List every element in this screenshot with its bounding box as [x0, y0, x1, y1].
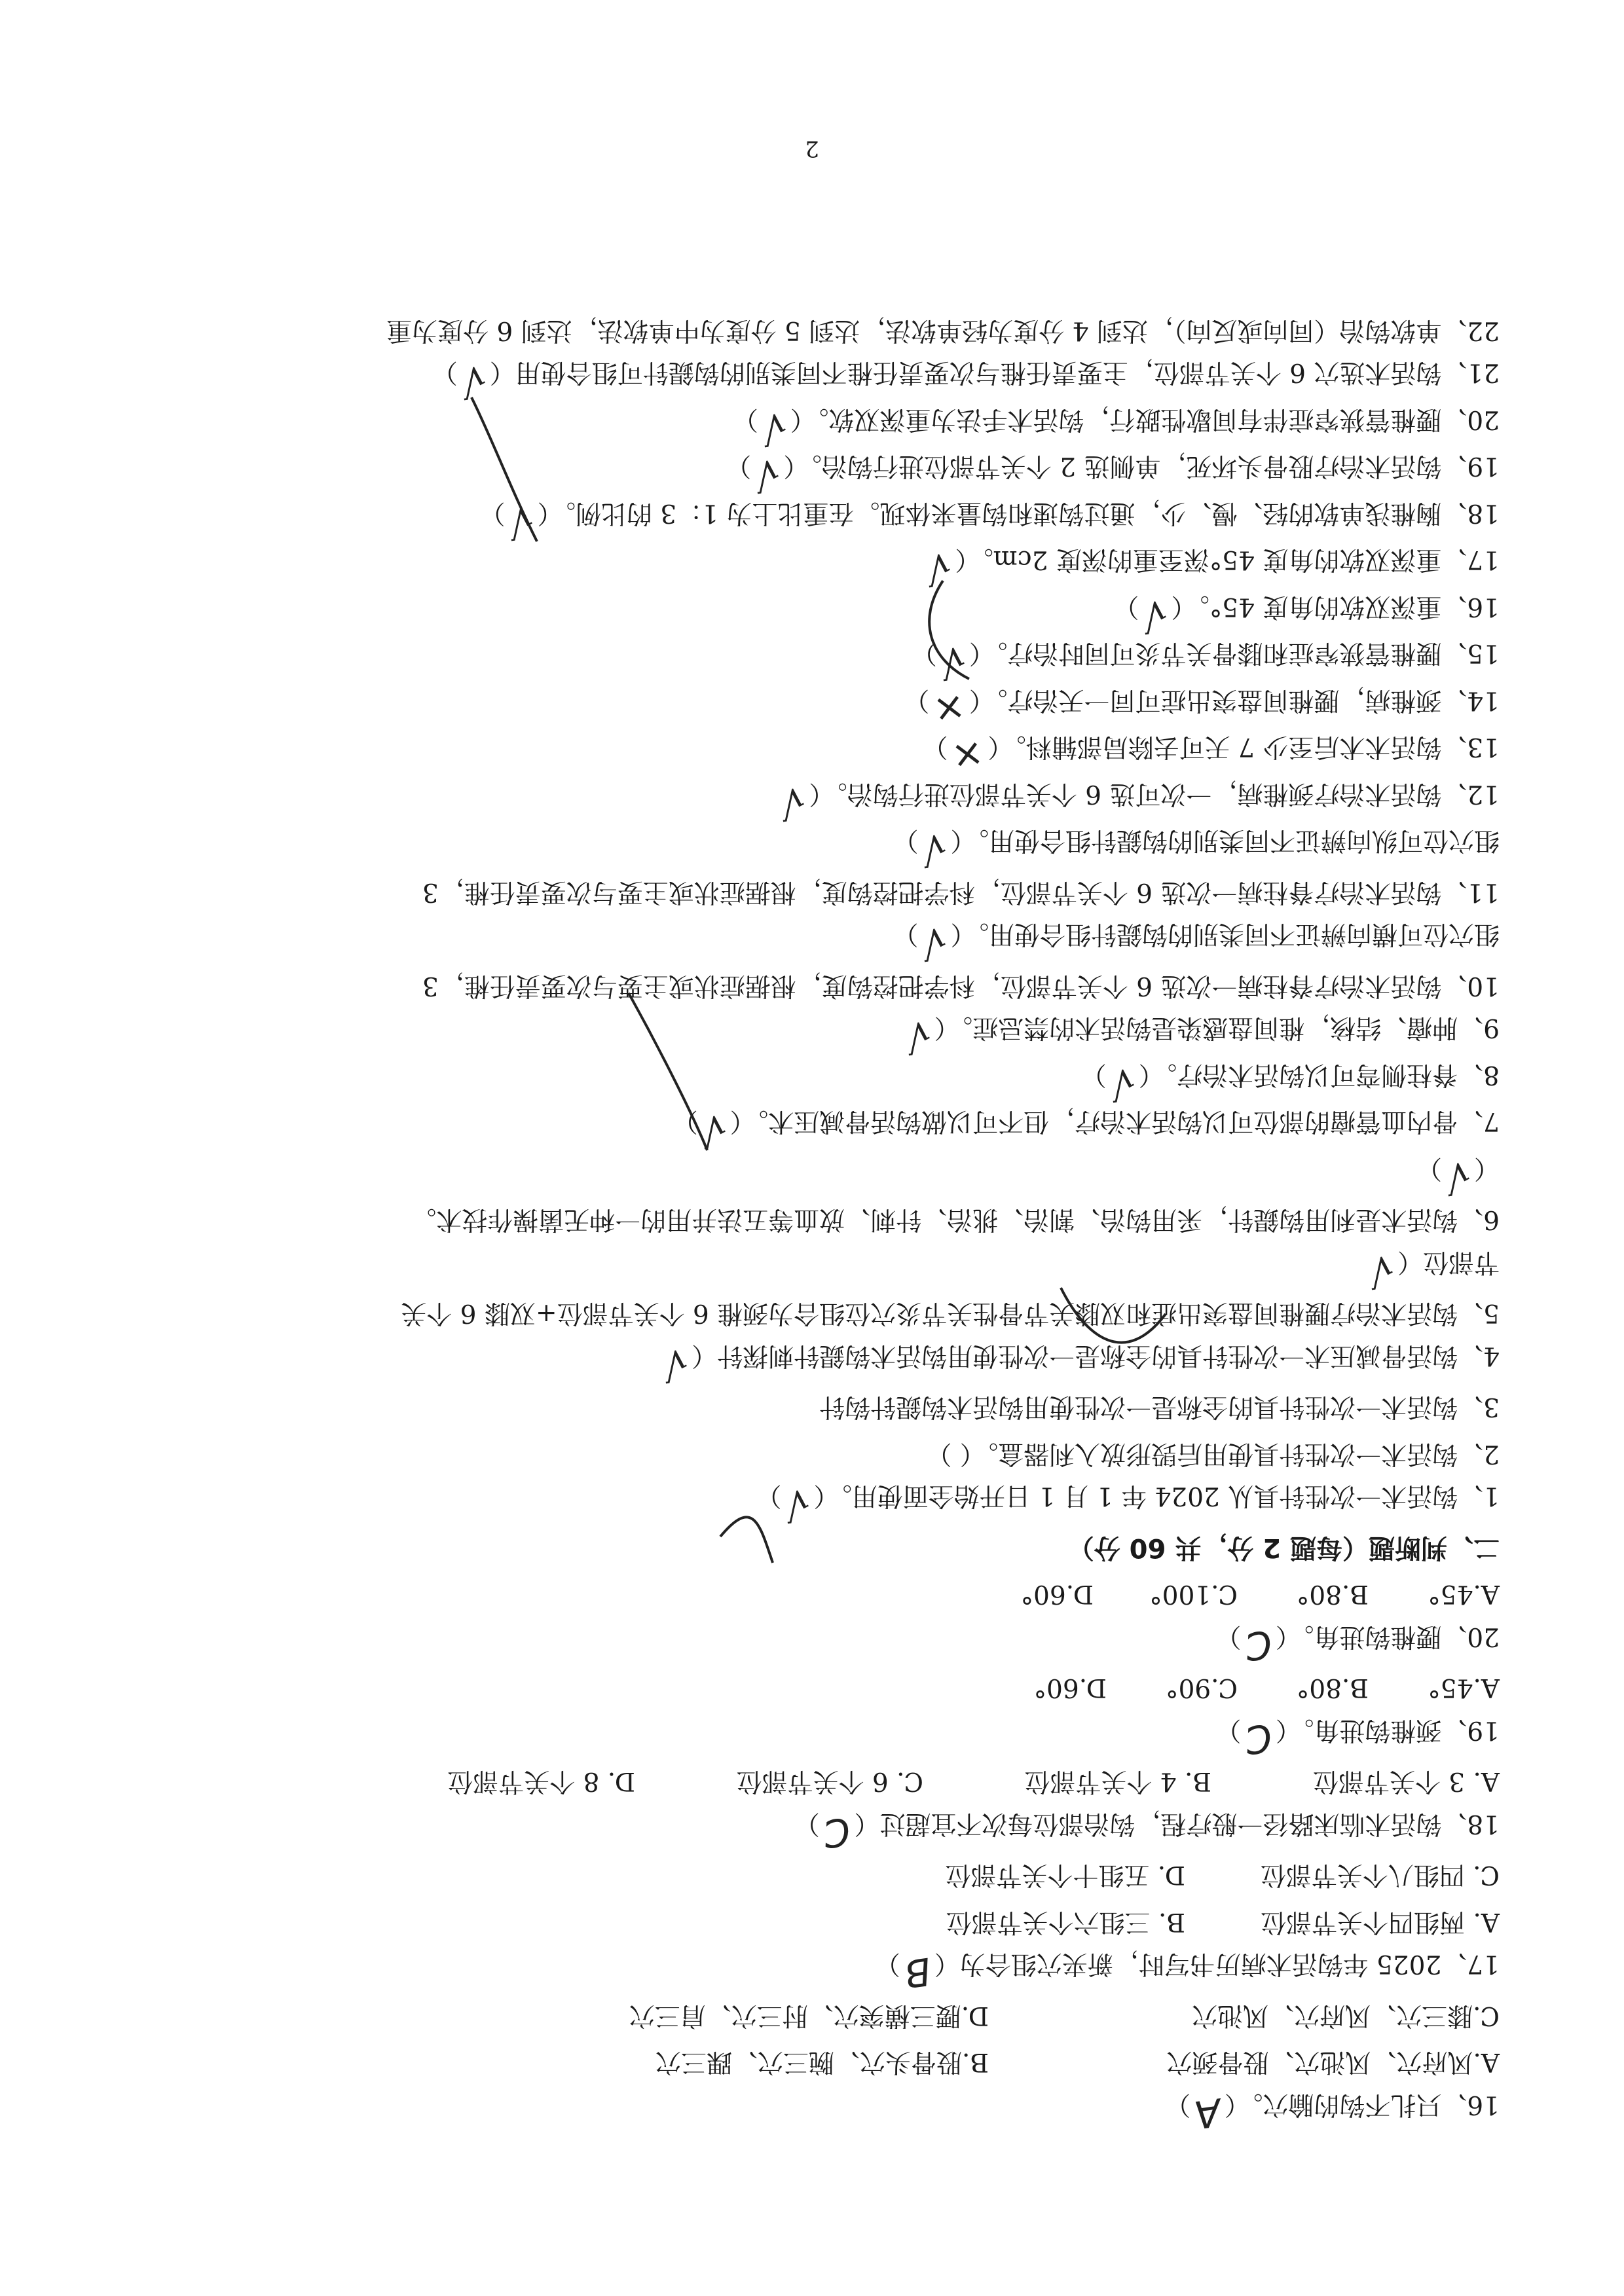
judgement-item — [111, 1196, 1500, 1243]
option: D.60° — [1033, 1673, 1107, 1703]
closing-bracket: ） — [911, 638, 937, 668]
question-16: 16、只扎不钩的腧穴。（A） — [111, 2086, 1500, 2133]
judgement-text: 5、钩活术治疗腰椎间盘突出症和双膝关节骨性关节炎穴位组合为颈椎 6 个关节部位+双膝 6 个关 — [401, 1298, 1500, 1328]
handwritten-answer: C — [1242, 1715, 1275, 1763]
judgement-text: 1、钩活术一次性针具从 2024 年 1 月 1 日开始全面使用。（ — [813, 1481, 1500, 1511]
judgement-item — [111, 307, 1500, 354]
judgement-text: 18、胸椎浅单软的轻、慢、少，通过钩速和钩量来体现。在重比上为 1：3 的比例。（ — [537, 498, 1500, 528]
option: B.80° — [1296, 1579, 1369, 1609]
handwritten-mark: √ — [1443, 1153, 1473, 1201]
option: A. 两组四个关节部位 — [1261, 1907, 1500, 1937]
judgement-item — [111, 962, 1500, 1010]
handwritten-mark: √ — [923, 545, 954, 592]
closing-bracket: ） — [893, 826, 919, 856]
closing-bracket: ） — [479, 498, 506, 528]
option: A.45° — [1428, 1579, 1500, 1609]
judgement-item — [111, 1383, 1500, 1430]
closing-bracket: ） — [672, 1106, 698, 1137]
judgement-item — [111, 775, 1500, 827]
judgement-text: 16、重深双软的角度 45°。（ — [1171, 592, 1500, 621]
option: B. 4 个关节部位 — [1024, 1766, 1211, 1796]
handwritten-mark: √ — [699, 1106, 729, 1154]
judgement-item — [111, 447, 1500, 499]
option: C. 6 个关节部位 — [736, 1766, 923, 1796]
judgement-text: 9、肿瘤、结核，椎间盘感染是钩活术的禁忌症。（ — [934, 1013, 1500, 1043]
question-text: 16、只扎不钩的腧穴。（ — [1224, 2090, 1500, 2119]
judgement-text: 15、腰椎管狭窄症和膝骨关节炎可同时治疗。（ — [969, 638, 1500, 668]
judgement-item — [111, 728, 1500, 780]
handwritten-mark: √ — [1366, 1247, 1397, 1295]
judgement-section — [111, 307, 1500, 1571]
option: D. 8 个关节部位 — [447, 1766, 635, 1796]
question-19-options — [111, 1664, 1500, 1711]
handwritten-mark: × — [930, 684, 969, 734]
option: B.80° — [1296, 1673, 1369, 1703]
handwritten-mark: √ — [903, 1013, 934, 1061]
handwritten-answer: C — [1242, 1621, 1275, 1669]
handwritten-mark: √ — [1139, 591, 1171, 640]
judgement-item — [111, 1056, 1500, 1108]
judgement-item — [111, 1243, 1500, 1295]
handwritten-mark: √ — [777, 778, 808, 827]
option: B. 三组六个关节部位 — [946, 1907, 1185, 1937]
handwritten-mark: √ — [660, 1340, 691, 1389]
handwritten-mark: √ — [919, 919, 950, 967]
page-number: 2 — [805, 136, 819, 162]
judgement-item — [111, 1102, 1500, 1154]
judgement-text: 14、颈椎病，腰椎间盘突出症可同一天治疗。（ — [969, 685, 1500, 715]
question-16-options-row2 — [111, 1992, 1500, 2039]
judgement-text: 2、钩活术一次性针具使用后毁形放入利器盒。（ — [959, 1439, 1500, 1468]
option: C.90° — [1166, 1673, 1238, 1703]
option: D.腰三横突穴、肘三穴、肩三穴 — [629, 2001, 989, 2030]
option: D. 五组十个关节部位 — [945, 1860, 1185, 1890]
closing-bracket: ） — [904, 685, 930, 715]
closing-bracket: ） — [1113, 592, 1139, 621]
judgement-item — [111, 634, 1500, 686]
judgement-text: 11、钩活术治疗脊柱病一次选 6 个关节部位，科学把控钩度，根据症状或主要与次要责任椎，3 — [422, 877, 1500, 907]
closing-bracket: ） — [1080, 1060, 1107, 1089]
closing-bracket: ） — [726, 451, 752, 481]
option: C.100° — [1149, 1579, 1238, 1609]
judgement-item — [111, 869, 1500, 916]
judgement-text: 20、腰椎管狭窄症伴有间歇性跛行，钩活术手法为重深双软。（ — [790, 405, 1500, 434]
option: A. 3 个关节部位 — [1312, 1766, 1500, 1796]
judgement-item — [111, 1430, 1500, 1478]
closing-bracket: ） — [1416, 1154, 1443, 1183]
question-text: 19、颈椎钩进角。（ — [1275, 1715, 1500, 1745]
handwritten-mark: √ — [752, 451, 783, 499]
question-20-options — [111, 1571, 1500, 1618]
closing-bracket: ） — [732, 405, 758, 434]
judgement-item — [111, 354, 1500, 405]
closing-bracket: ） — [893, 919, 919, 949]
question-18: 18、钩活术临床路径一般疗程，钩治部位每次不宜超过（C） — [111, 1805, 1500, 1852]
option: C. 四组八个关节部位 — [1260, 1860, 1500, 1890]
judgement-item — [111, 822, 1500, 873]
option: D.60° — [1020, 1579, 1094, 1609]
judgement-text: 组穴位可横向辨证不同类别的钩鍉针组合使用。（ — [950, 919, 1500, 949]
judgement-text: 22、单软钩治（同向或反向），达到 4 分度为轻单软法，达到 5 分度为中单软法，达到 6 分度为重 — [386, 316, 1500, 345]
judgement-lines — [111, 307, 1500, 1529]
judgement-text: 17、重深双软的角度 45°深至重的深度 2cm。（ — [955, 545, 1500, 575]
judgement-item — [111, 682, 1500, 734]
judgement-item — [111, 1009, 1500, 1061]
judgement-item — [111, 1477, 1500, 1529]
judgement-text: 7、骨内血管瘤的部位可以钩活术治疗，但不可以做钩活骨减压术。（ — [729, 1106, 1500, 1137]
closing-bracket: ） — [432, 357, 458, 388]
judgement-item — [111, 915, 1500, 967]
judgement-text: （ — [1473, 1154, 1500, 1183]
judgement-text: 节部位（ — [1397, 1247, 1500, 1277]
question-19: 19、颈椎钩进角。（C） — [111, 1711, 1500, 1758]
judgement-text: 19、钩活术治疗股骨头坏死，单侧选 2 个关节部位进行钩治。（ — [783, 451, 1500, 481]
closing-bracket: ） — [922, 732, 948, 762]
option: A.风府穴、风池穴、股骨颈穴 — [1166, 2047, 1500, 2077]
handwritten-mark: √ — [938, 638, 969, 686]
question-text: 18、钩活术临床路径一般疗程，钩治部位每次不宜超过（ — [854, 1809, 1500, 1838]
judgement-item — [111, 1337, 1500, 1389]
choice-section — [111, 1571, 1500, 2138]
judgement-text: 4、钩活骨减压术一次性针具的全称是一次性使用钩活术钩鍉针刺探针（ — [692, 1341, 1500, 1370]
option: A.45° — [1428, 1673, 1500, 1703]
option: C.膝三穴、风府穴、风池穴 — [1192, 2001, 1500, 2030]
question-20: 20、腰椎钩进角。（C） — [111, 1618, 1500, 1665]
handwritten-mark: √ — [783, 1481, 813, 1529]
question-text: 20、腰椎钩进角。（ — [1275, 1622, 1500, 1651]
judgement-item — [111, 1290, 1500, 1337]
closing-bracket: ） — [926, 1439, 952, 1468]
judgement-item — [111, 401, 1500, 452]
exam-content — [111, 307, 1500, 2138]
question-17-options-row2 — [111, 1851, 1500, 1899]
judgement-text: 6、钩活术是利用钩鍉针，采用钩治、割治、挑治、针刺、放血等五法并用的一种无菌操作技术。 — [411, 1205, 1500, 1235]
question-18-options — [111, 1758, 1500, 1805]
judgement-text: 8、脊柱侧弯可以钩活术治疗。（ — [1138, 1060, 1500, 1089]
judgement-text: 10、钩活术治疗脊柱病一次选 6 个关节部位，科学把控钩度，根据症状或主要与次要责任椎，3 — [422, 971, 1500, 1000]
handwritten-mark: × — [949, 731, 987, 780]
judgement-item — [111, 494, 1500, 546]
question-text: 17、2025 年钩活术病历书写时，新夹穴组合为（ — [934, 1949, 1500, 1979]
handwritten-answer: C — [821, 1808, 853, 1857]
judgement-item — [111, 588, 1500, 640]
handwritten-mark: √ — [506, 498, 537, 546]
section-heading: 二、判断题（每题 2 分，共 60 分） — [1067, 1533, 1500, 1563]
judgement-text: 12、钩活术治疗颈椎病，一次可选 6 个关节部位进行钩治。（ — [809, 779, 1500, 809]
handwritten-mark: √ — [1107, 1059, 1138, 1108]
option: B.股骨头穴、腕三穴、踝三穴 — [655, 2047, 989, 2077]
judgement-text: 21、钩活术选穴 6 个关节部位，主要责任椎与次要责任椎不同类别的钩鍉针可组合使用（ — [489, 357, 1500, 388]
handwritten-mark: √ — [759, 404, 790, 452]
judgement-item — [111, 541, 1500, 592]
handwritten-answer: A — [1191, 2089, 1224, 2138]
question-17: 17、2025 年钩活术病历书写时，新夹穴组合为（B） — [111, 1945, 1500, 1992]
judgement-item — [111, 1150, 1500, 1201]
handwritten-mark: √ — [458, 357, 489, 405]
judgement-text: 组穴位可纵向辨证不同类别的钩鍉针组合使用。（ — [950, 826, 1500, 856]
question-16-options-row1 — [111, 2039, 1500, 2086]
handwritten-mark: √ — [919, 826, 950, 873]
handwritten-answer: B — [901, 1949, 934, 1997]
judgement-text: 3、钩活术一次性针具的全称是一次性使用钩活术钩鍉针钩针 — [819, 1392, 1500, 1422]
question-17-options-row1 — [111, 1899, 1500, 1946]
judgement-text: 13、钩活术术后至少 7 天可去除局部辅料。（ — [987, 732, 1500, 762]
closing-bracket: ） — [756, 1481, 782, 1511]
